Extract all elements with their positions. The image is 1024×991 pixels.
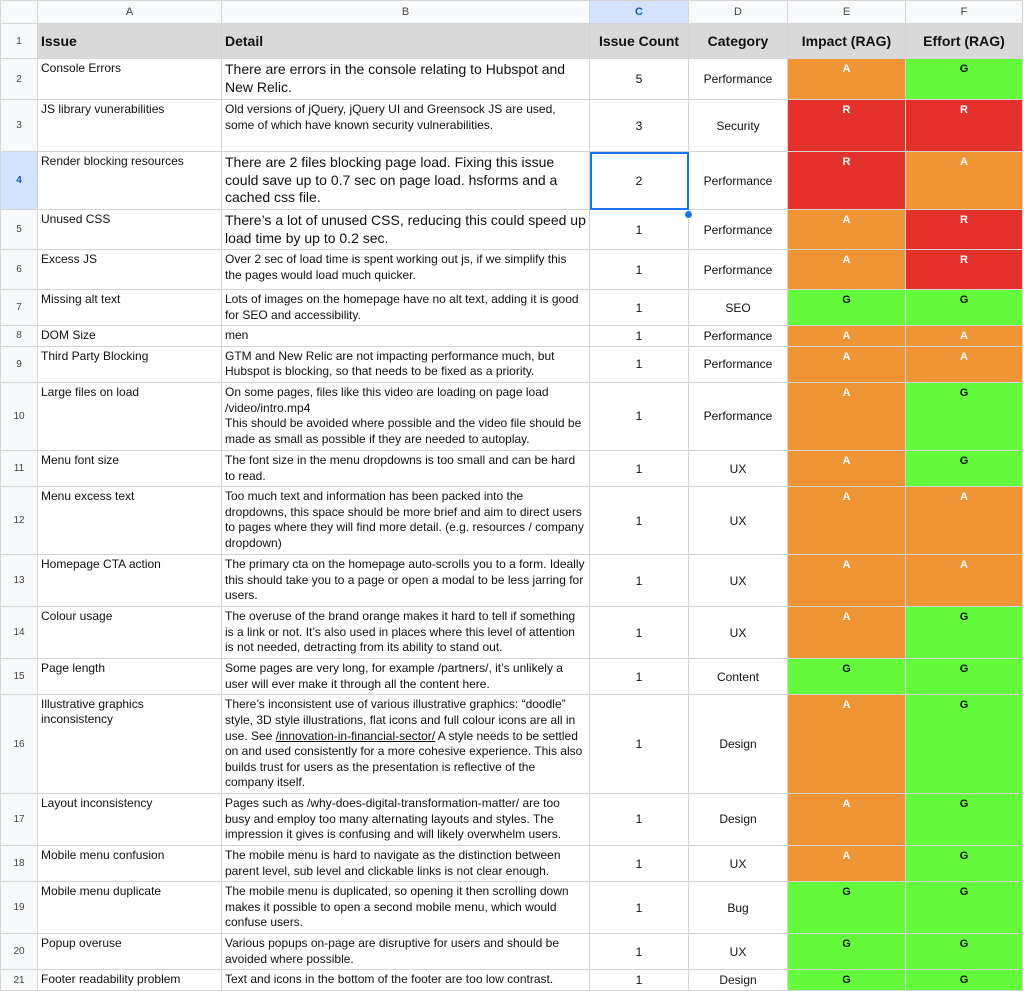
row-number[interactable]: 1 — [1, 24, 38, 59]
cell-effort-rag[interactable]: G — [906, 970, 1023, 991]
cell-category[interactable]: Performance — [689, 250, 788, 290]
cell-issue-count[interactable]: 1 — [590, 382, 689, 450]
table-row — [1, 100, 1023, 152]
table-row — [1, 793, 1023, 845]
cell-impact-rag[interactable]: R — [788, 152, 906, 210]
row-number[interactable]: 2 — [1, 59, 38, 100]
cell-detail[interactable]: Old versions of jQuery, jQuery UI and Greensock JS are used, some of which have known security vulnerabilities. — [222, 100, 590, 152]
cell-impact-rag[interactable]: A — [788, 382, 906, 450]
table-row — [1, 326, 1023, 347]
cell-issue-count[interactable]: 1 — [590, 555, 689, 607]
cell-issue-count[interactable]: 1 — [590, 659, 689, 695]
cell-issue-count[interactable]: 1 — [590, 882, 689, 934]
table-row — [1, 250, 1023, 290]
cell-detail[interactable]: Pages such as /why-does-digital-transformation-matter/ are too busy and employ too many alternating layouts and styles. The impression it gives is confusing and will likely overwhelm users. — [222, 793, 590, 845]
cell-issue-count[interactable]: 1 — [590, 607, 689, 659]
table-row — [1, 450, 1023, 486]
cell-category[interactable]: UX — [689, 555, 788, 607]
cell-category[interactable]: Performance — [689, 210, 788, 250]
table-row — [1, 659, 1023, 695]
cell-detail[interactable]: GTM and New Relic are not impacting performance much, but Hubspot is blocking, so that needs to be fixed as a priority. — [222, 346, 590, 382]
cell-category[interactable]: Content — [689, 659, 788, 695]
row-number[interactable]: 21 — [1, 970, 38, 991]
cell-effort-rag[interactable]: G — [906, 382, 1023, 450]
cell-issue-count[interactable]: 1 — [590, 487, 689, 555]
cell-issue-count[interactable]: 1 — [590, 934, 689, 970]
cell-issue[interactable]: Homepage CTA action — [38, 555, 222, 607]
cell-detail[interactable]: Over 2 sec of load time is spent working out js, if we simplify this the pages would load much quicker. — [222, 250, 590, 290]
header-impact[interactable]: Impact (RAG) — [788, 24, 906, 59]
cell-impact-rag[interactable]: A — [788, 250, 906, 290]
cell-impact-rag[interactable]: G — [788, 882, 906, 934]
table-row — [1, 882, 1023, 934]
column-header-b[interactable]: B — [222, 1, 590, 24]
header-detail[interactable]: Detail — [222, 24, 590, 59]
cell-issue-count[interactable]: 1 — [590, 450, 689, 486]
cell-detail[interactable]: Text and icons in the bottom of the footer are too low contrast. — [222, 970, 590, 991]
cell-issue[interactable]: Page length — [38, 659, 222, 695]
cell-detail[interactable] — [222, 695, 590, 794]
cell-effort-rag[interactable]: G — [906, 290, 1023, 326]
row-number[interactable]: 9 — [1, 346, 38, 382]
row-number[interactable]: 15 — [1, 659, 38, 695]
row-number[interactable]: 7 — [1, 290, 38, 326]
cell-impact-rag[interactable]: A — [788, 59, 906, 100]
cell-effort-rag[interactable]: A — [906, 487, 1023, 555]
row-number[interactable]: 16 — [1, 695, 38, 794]
cell-issue[interactable]: Large files on load — [38, 382, 222, 450]
cell-issue[interactable]: Menu font size — [38, 450, 222, 486]
cell-issue-count[interactable]: 1 — [590, 326, 689, 347]
cell-detail[interactable]: The overuse of the brand orange makes it hard to tell if something is a link or not. It’s also used in places where this level of attention is not needed, detracting from its ability to stand out. — [222, 607, 590, 659]
cell-detail[interactable]: The primary cta on the homepage auto-scrolls you to a form. Ideally this should take you to a page or open a modal to be less jarring for users. — [222, 555, 590, 607]
cell-issue-count[interactable]: 1 — [590, 793, 689, 845]
cell-issue[interactable]: Missing alt text — [38, 290, 222, 326]
cell-issue[interactable]: Mobile menu confusion — [38, 845, 222, 881]
cell-issue[interactable]: JS library vunerabilities — [38, 100, 222, 152]
cell-category[interactable]: Bug — [689, 882, 788, 934]
cell-impact-rag[interactable]: A — [788, 210, 906, 250]
cell-issue[interactable]: Popup overuse — [38, 934, 222, 970]
header-issue-count[interactable]: Issue Count — [590, 24, 689, 59]
cell-effort-rag[interactable]: G — [906, 450, 1023, 486]
cell-category[interactable]: Performance — [689, 59, 788, 100]
cell-category[interactable]: Performance — [689, 326, 788, 347]
cell-issue[interactable]: Footer readability problem — [38, 970, 222, 991]
cell-effort-rag[interactable]: G — [906, 934, 1023, 970]
row-number[interactable]: 5 — [1, 210, 38, 250]
detail-link[interactable]: /innovation-in-financial-sector/ — [275, 728, 436, 743]
cell-issue[interactable]: Console Errors — [38, 59, 222, 100]
cell-impact-rag[interactable]: G — [788, 970, 906, 991]
row-number[interactable]: 20 — [1, 934, 38, 970]
cell-impact-rag[interactable]: R — [788, 100, 906, 152]
row-number[interactable]: 6 — [1, 250, 38, 290]
cell-impact-rag[interactable]: A — [788, 487, 906, 555]
cell-impact-rag[interactable]: A — [788, 607, 906, 659]
cell-effort-rag[interactable]: G — [906, 607, 1023, 659]
cell-issue[interactable]: Excess JS — [38, 250, 222, 290]
detail-text: A style needs to be settled on and used consistently for a more cohesive experience. This also builds trust for users as the presentation is reflective of the company itself. — [225, 728, 583, 790]
cell-issue-count[interactable]: 1 — [590, 845, 689, 881]
column-header-row — [1, 1, 1023, 24]
cell-category[interactable]: Design — [689, 793, 788, 845]
cell-issue[interactable]: Render blocking resources — [38, 152, 222, 210]
cell-issue-count[interactable]: 1 — [590, 210, 689, 250]
cell-issue-count[interactable]: 5 — [590, 59, 689, 100]
row-number[interactable]: 12 — [1, 487, 38, 555]
row-number[interactable]: 3 — [1, 100, 38, 152]
cell-impact-rag[interactable]: A — [788, 346, 906, 382]
cell-category[interactable]: Security — [689, 100, 788, 152]
cell-detail[interactable]: Some pages are very long, for example /partners/, it’s unlikely a user will ever make it through all the content here. — [222, 659, 590, 695]
cell-issue-count[interactable]: 3 — [590, 100, 689, 152]
header-effort[interactable]: Effort (RAG) — [906, 24, 1023, 59]
column-header-f[interactable]: F — [906, 1, 1023, 24]
cell-issue-count[interactable]: 2 — [590, 152, 689, 210]
cell-detail[interactable]: men — [222, 326, 590, 347]
row-number[interactable]: 18 — [1, 845, 38, 881]
cell-detail[interactable]: There’s a lot of unused CSS, reducing this could speed up load time by up to 0.2 sec. — [222, 210, 590, 250]
table-row — [1, 845, 1023, 881]
row-number[interactable]: 10 — [1, 382, 38, 450]
cell-category[interactable]: UX — [689, 450, 788, 486]
cell-category[interactable]: Performance — [689, 382, 788, 450]
cell-category[interactable]: Design — [689, 695, 788, 794]
header-category[interactable]: Category — [689, 24, 788, 59]
cell-issue[interactable]: Mobile menu duplicate — [38, 882, 222, 934]
cell-effort-rag[interactable]: A — [906, 152, 1023, 210]
cell-category[interactable]: Performance — [689, 152, 788, 210]
cell-impact-rag[interactable]: A — [788, 793, 906, 845]
cell-detail[interactable]: Too much text and information has been packed into the dropdowns, this space should be more brief and aim to direct users to pages where they will find more detail. (e.g. resources / company dropdown) — [222, 487, 590, 555]
table-row — [1, 59, 1023, 100]
cell-issue[interactable]: Layout inconsistency — [38, 793, 222, 845]
cell-impact-rag[interactable]: A — [788, 450, 906, 486]
cell-effort-rag[interactable]: A — [906, 326, 1023, 347]
row-number[interactable]: 14 — [1, 607, 38, 659]
cell-category[interactable]: UX — [689, 845, 788, 881]
header-issue[interactable]: Issue — [38, 24, 222, 59]
cell-detail[interactable]: The font size in the menu dropdowns is too small and can be hard to read. — [222, 450, 590, 486]
cell-issue[interactable]: Colour usage — [38, 607, 222, 659]
cell-detail[interactable]: On some pages, files like this video are loading on page load /video/intro.mp4 This should be avoided where possible and the video file should be made as small as possible if they are needed to autoplay. — [222, 382, 590, 450]
header-row — [1, 24, 1023, 59]
table-row — [1, 695, 1023, 794]
row-number[interactable]: 8 — [1, 326, 38, 347]
table-row — [1, 346, 1023, 382]
cell-impact-rag[interactable]: G — [788, 290, 906, 326]
cell-issue-count[interactable]: 1 — [590, 695, 689, 794]
cell-effort-rag[interactable]: G — [906, 882, 1023, 934]
cell-impact-rag[interactable]: G — [788, 659, 906, 695]
fill-handle[interactable] — [684, 210, 693, 219]
cell-impact-rag[interactable]: A — [788, 695, 906, 794]
cell-detail[interactable]: There are errors in the console relating to Hubspot and New Relic. — [222, 59, 590, 100]
cell-issue[interactable]: Menu excess text — [38, 487, 222, 555]
cell-effort-rag[interactable]: G — [906, 845, 1023, 881]
cell-category[interactable]: Performance — [689, 346, 788, 382]
cell-detail[interactable]: Lots of images on the homepage have no alt text, adding it is good for SEO and accessibility. — [222, 290, 590, 326]
cell-issue[interactable]: DOM Size — [38, 326, 222, 347]
cell-issue-count[interactable]: 1 — [590, 970, 689, 991]
cell-detail[interactable]: The mobile menu is duplicated, so opening it then scrolling down makes it possible to open a second mobile menu, which would confuse users. — [222, 882, 590, 934]
table-row — [1, 555, 1023, 607]
cell-impact-rag[interactable]: A — [788, 845, 906, 881]
column-header-e[interactable]: E — [788, 1, 906, 24]
cell-detail[interactable]: The mobile menu is hard to navigate as the distinction between parent level, sub level and clickable links is not clear enough. — [222, 845, 590, 881]
cell-category[interactable]: UX — [689, 934, 788, 970]
table-row — [1, 382, 1023, 450]
row-number[interactable]: 19 — [1, 882, 38, 934]
cell-category[interactable]: UX — [689, 487, 788, 555]
cell-effort-rag[interactable]: G — [906, 695, 1023, 794]
row-number[interactable]: 11 — [1, 450, 38, 486]
cell-issue-count[interactable]: 1 — [590, 346, 689, 382]
cell-impact-rag[interactable]: A — [788, 326, 906, 347]
column-header-c[interactable]: C — [590, 1, 689, 24]
cell-effort-rag[interactable]: G — [906, 793, 1023, 845]
cell-effort-rag[interactable]: R — [906, 100, 1023, 152]
table-row — [1, 210, 1023, 250]
cell-issue-count[interactable]: 1 — [590, 250, 689, 290]
cell-issue[interactable]: Unused CSS — [38, 210, 222, 250]
row-number[interactable]: 13 — [1, 555, 38, 607]
row-number[interactable]: 4 — [1, 152, 38, 210]
table-row — [1, 152, 1023, 210]
row-number[interactable]: 17 — [1, 793, 38, 845]
table-row — [1, 487, 1023, 555]
cell-issue-count[interactable]: 1 — [590, 290, 689, 326]
cell-impact-rag[interactable]: G — [788, 934, 906, 970]
column-header-d[interactable]: D — [689, 1, 788, 24]
table-row — [1, 607, 1023, 659]
table-row — [1, 970, 1023, 991]
cell-effort-rag[interactable]: A — [906, 555, 1023, 607]
cell-issue[interactable]: Illustrative graphics inconsistency — [38, 695, 222, 794]
table-row — [1, 290, 1023, 326]
cell-category[interactable]: SEO — [689, 290, 788, 326]
cell-effort-rag[interactable]: A — [906, 346, 1023, 382]
detail-text: There’s inconsistent use of various illustrative graphics: “doodle” style, 3D style illustrations, flat icons and full colour icons are all in use. See — [225, 697, 576, 743]
cell-category[interactable]: UX — [689, 607, 788, 659]
cell-effort-rag[interactable]: G — [906, 59, 1023, 100]
cell-issue[interactable]: Third Party Blocking — [38, 346, 222, 382]
column-header-a[interactable]: A — [38, 1, 222, 24]
cell-effort-rag[interactable]: R — [906, 210, 1023, 250]
cell-detail[interactable]: There are 2 files blocking page load. Fixing this issue could save up to 0.7 sec on page load. hsforms and a cached css file. — [222, 152, 590, 210]
cell-category[interactable]: Design — [689, 970, 788, 991]
cell-effort-rag[interactable]: R — [906, 250, 1023, 290]
cell-effort-rag[interactable]: G — [906, 659, 1023, 695]
table-row — [1, 934, 1023, 970]
select-all-corner[interactable] — [1, 1, 38, 24]
cell-detail[interactable]: Various popups on-page are disruptive for users and should be avoided where possible. — [222, 934, 590, 970]
cell-impact-rag[interactable]: A — [788, 555, 906, 607]
